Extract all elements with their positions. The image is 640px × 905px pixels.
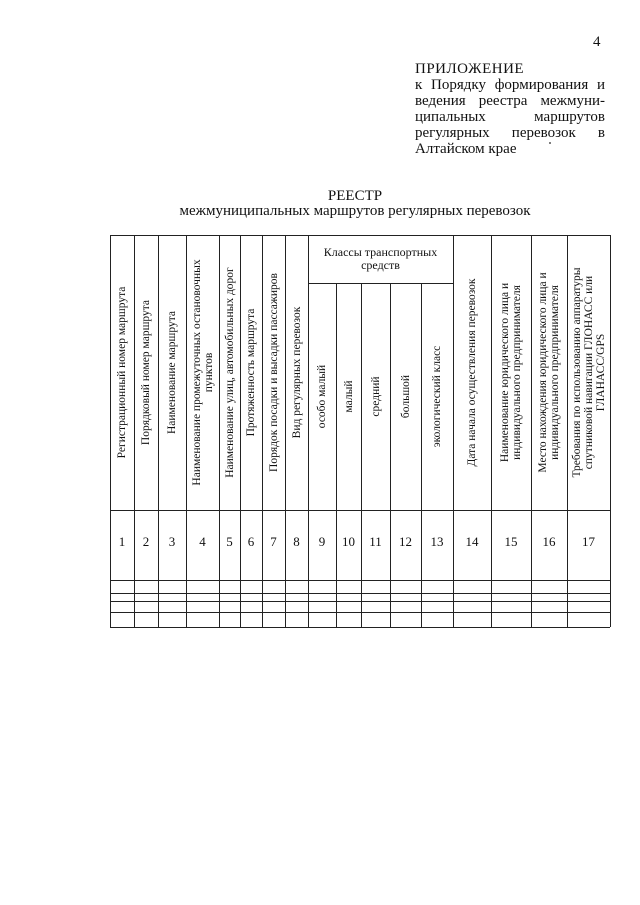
appendix-line: к Порядку формирования и <box>415 77 605 93</box>
table-column-line <box>158 235 159 627</box>
column-header: Вид регулярных перевозок <box>290 306 303 439</box>
column-header: Наименование промежуточных остановочных пунктов <box>190 259 215 486</box>
table-column-line <box>186 235 187 627</box>
column-number: 8 <box>293 534 300 549</box>
column-number: 6 <box>247 534 255 549</box>
column-number: 13 <box>430 534 444 549</box>
column-number: 10 <box>342 534 355 549</box>
column-number: 1 <box>118 534 126 549</box>
column-number: 14 <box>465 534 479 549</box>
table-number-row-separator <box>110 580 610 581</box>
group-header-vehicle-classes: Классы транспортных средств <box>323 245 438 272</box>
column-number: 11 <box>369 534 382 549</box>
appendix-heading: ПРИЛОЖЕНИЕ <box>415 61 525 77</box>
table-border-top <box>110 235 610 236</box>
table-row-line <box>110 601 610 602</box>
table-column-line <box>336 283 337 627</box>
column-header: экологический класс <box>431 345 443 448</box>
column-number: 5 <box>226 534 233 549</box>
table-column-line <box>110 235 111 627</box>
table-column-line <box>567 235 568 627</box>
table-column-line <box>421 283 422 627</box>
column-number: 12 <box>399 534 412 549</box>
group-header-separator <box>308 283 453 284</box>
column-header: Наименование юридического лица и индивидуального предпринимателя <box>499 282 523 463</box>
column-header: Место нахождения юридического лица и индивидуального предпринимателя <box>537 272 561 473</box>
table-column-line <box>453 235 454 627</box>
table-border-bottom <box>110 627 610 628</box>
column-header: Порядок посадки и высадки пассажиров <box>267 273 280 472</box>
column-number: 16 <box>542 534 556 549</box>
column-number: 7 <box>270 534 277 549</box>
table-column-line <box>308 235 309 627</box>
column-number: 4 <box>199 534 206 549</box>
appendix-block <box>415 61 605 157</box>
column-header: Требования по использованию аппаратуры спутниковой навигации ГЛОНАСС или ГЛАНАСС/GPS <box>570 267 607 478</box>
appendix-line: ципальных маршрутов <box>415 109 605 125</box>
appendix-line: ведения реестра межмуни- <box>415 93 605 109</box>
appendix-line: Алтайском крае <box>415 141 517 157</box>
scan-speck <box>549 142 551 144</box>
table-column-line <box>219 235 220 627</box>
column-header: Наименование маршрута <box>166 310 178 435</box>
table-row-line <box>110 612 610 613</box>
column-header: Регистрационный номер маршрута <box>116 286 128 459</box>
column-header: Дата начала осуществления перевозок <box>466 278 478 467</box>
table-row-line <box>110 593 610 594</box>
registry-subtitle: межмуниципальных маршрутов регулярных перевозок <box>179 203 531 219</box>
column-header: большой <box>399 374 412 419</box>
column-header: малый <box>342 380 355 413</box>
table-column-line <box>262 235 263 627</box>
column-header: Порядковый номер маршрута <box>140 299 152 446</box>
column-number: 17 <box>582 534 595 549</box>
table-column-line <box>610 235 611 627</box>
table-column-line <box>285 235 286 627</box>
column-number: 3 <box>168 534 176 549</box>
table-column-line <box>240 235 241 627</box>
table-column-line <box>531 235 532 627</box>
column-header: особо малый <box>316 364 328 429</box>
page-number: 4 <box>593 34 601 50</box>
column-header: Протяженность маршрута <box>245 308 257 437</box>
column-header: средний <box>369 376 382 417</box>
column-number: 15 <box>504 534 518 549</box>
appendix-line: регулярных перевозок в <box>415 125 605 141</box>
table-column-line <box>361 283 362 627</box>
registry-title: РЕЕСТР <box>327 188 383 204</box>
table-column-line <box>134 235 135 627</box>
column-number: 9 <box>318 534 326 549</box>
column-number: 2 <box>142 534 150 549</box>
column-header: Наименование улиц, автомобильных дорог <box>223 267 236 478</box>
table-header-separator <box>110 510 610 511</box>
table-column-line <box>491 235 492 627</box>
table-column-line <box>390 283 391 627</box>
